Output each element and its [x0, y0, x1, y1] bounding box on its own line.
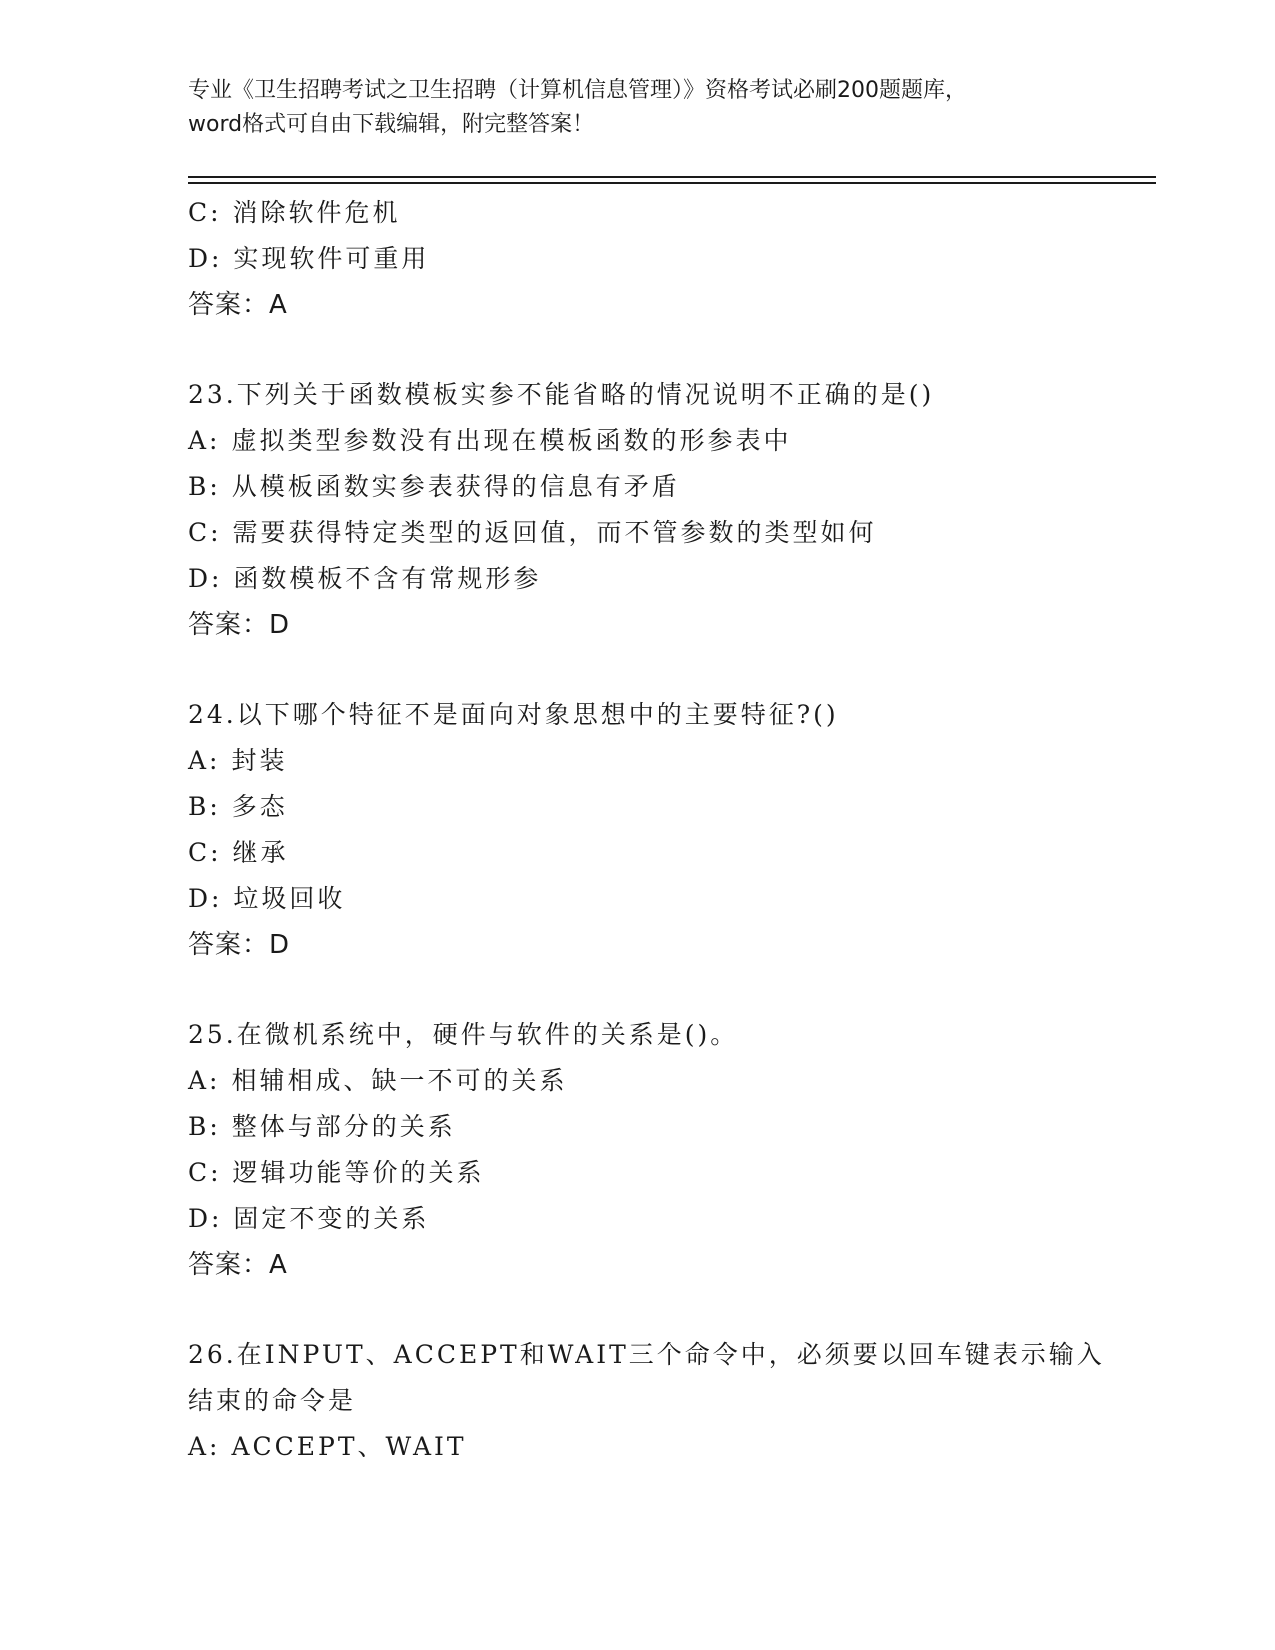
- option-label: A:: [188, 1432, 221, 1461]
- answer-line: 答案：A: [188, 1250, 288, 1280]
- option-text: 逻辑功能等价的关系: [232, 1158, 485, 1187]
- question-stem: 25.在微机系统中，硬件与软件的关系是()。: [188, 1020, 739, 1049]
- option-label: A:: [188, 1066, 221, 1095]
- question-stem-line-2: 结束的命令是: [188, 1386, 357, 1415]
- option-text: 相辅相成、缺一不可的关系: [231, 1066, 568, 1095]
- option-label: B:: [188, 472, 221, 501]
- answer-line: 答案：A: [188, 290, 288, 320]
- question-25: [188, 1012, 1088, 1288]
- header-title-line-1: 专业《卫生招聘考试之卫生招聘（计算机信息管理）》资格考试必刷200题题库，: [188, 78, 967, 103]
- option-text: 垃圾回收: [233, 884, 346, 913]
- option-b: [188, 1104, 1088, 1150]
- spacer: [188, 1288, 1088, 1332]
- option-a: [188, 1424, 1088, 1470]
- option-label: D:: [188, 1204, 223, 1233]
- spacer: [188, 648, 1088, 692]
- option-text: 从模板函数实参表获得的信息有矛盾: [231, 472, 680, 501]
- option-text: 固定不变的关系: [233, 1204, 430, 1233]
- question-stem-line-1: 26.在INPUT、ACCEPT和WAIT三个命令中，必须要以回车键表示输入: [188, 1340, 1105, 1369]
- question-22-continued: [188, 190, 1088, 328]
- question-list: [188, 190, 1105, 1470]
- question-stem: 23.下列关于函数模板实参不能省略的情况说明不正确的是(): [188, 380, 935, 409]
- option-text: ACCEPT、WAIT: [231, 1432, 467, 1461]
- option-b: [188, 784, 1088, 830]
- spacer: [188, 968, 1088, 1012]
- option-label: C:: [188, 838, 222, 867]
- option-d: [188, 556, 1088, 602]
- question-23: [188, 372, 1088, 648]
- option-text: 实现软件可重用: [233, 244, 430, 273]
- option-label: C:: [188, 198, 222, 227]
- question-26: [188, 1332, 1105, 1470]
- spacer: [188, 328, 1088, 372]
- option-text: 封装: [231, 746, 288, 775]
- option-c: [188, 510, 1088, 556]
- option-label: D:: [188, 564, 223, 593]
- option-text: 多态: [231, 792, 288, 821]
- option-label: B:: [188, 792, 221, 821]
- option-label: C:: [188, 518, 222, 547]
- option-text: 整体与部分的关系: [231, 1112, 456, 1141]
- answer-line: 答案：D: [188, 930, 291, 960]
- option-d: [188, 1196, 1088, 1242]
- answer-line: 答案：D: [188, 610, 291, 640]
- header-divider-top: [188, 176, 1156, 178]
- option-text: 消除软件危机: [232, 198, 401, 227]
- question-24: [188, 692, 1088, 968]
- option-text: 需要获得特定类型的返回值，而不管参数的类型如何: [232, 518, 877, 547]
- option-c: [188, 830, 1088, 876]
- header-divider-bottom: [188, 182, 1156, 184]
- option-text: 继承: [232, 838, 289, 867]
- option-label: D:: [188, 884, 223, 913]
- option-a: [188, 418, 1088, 464]
- option-text: 函数模板不含有常规形参: [233, 564, 542, 593]
- option-a: [188, 738, 1088, 784]
- option-c: [188, 1150, 1088, 1196]
- option-label: C:: [188, 1158, 222, 1187]
- question-stem: 24.以下哪个特征不是面向对象思想中的主要特征?(): [188, 700, 839, 729]
- header-title-line-2: word格式可自由下载编辑，附完整答案！: [188, 112, 595, 137]
- option-d: [188, 236, 1088, 282]
- option-label: A:: [188, 426, 221, 455]
- option-label: B:: [188, 1112, 221, 1141]
- option-label: D:: [188, 244, 223, 273]
- option-a: [188, 1058, 1088, 1104]
- option-b: [188, 464, 1088, 510]
- document-header: [188, 74, 1088, 142]
- option-label: A:: [188, 746, 221, 775]
- option-d: [188, 876, 1088, 922]
- option-c: [188, 190, 1088, 236]
- option-text: 虚拟类型参数没有出现在模板函数的形参表中: [231, 426, 792, 455]
